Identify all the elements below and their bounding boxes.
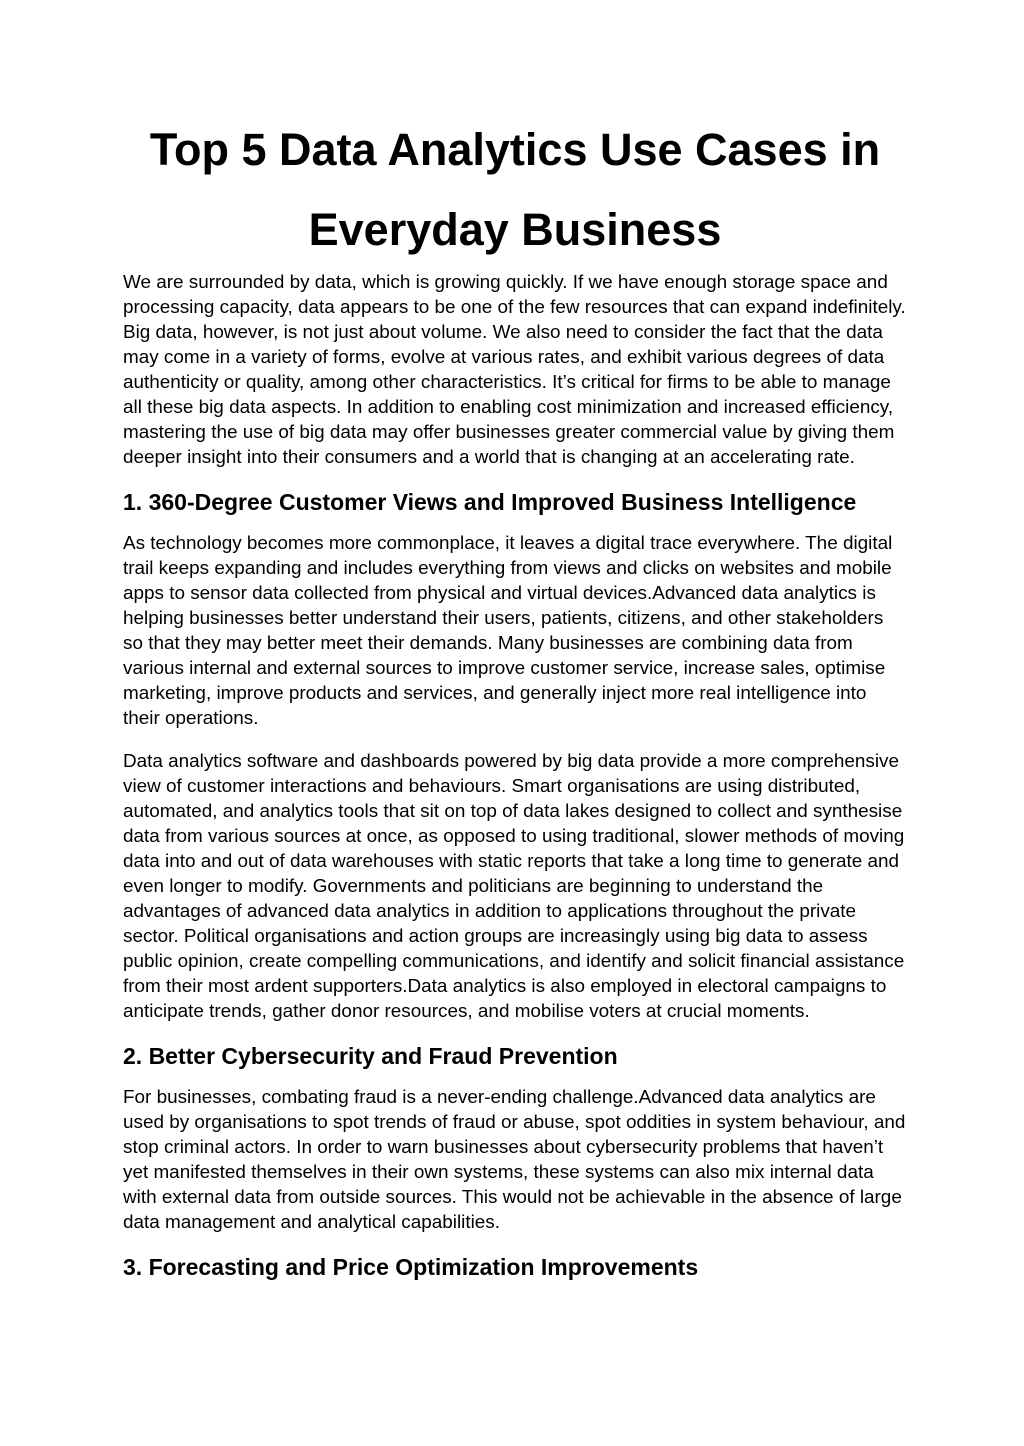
section-customer-views <box>123 488 907 1024</box>
section-2-paragraph-1: For businesses, combating fraud is a never-ending challenge.Advanced data analytics are used by organisations to spot trends of fraud or abuse, spot oddities in system behaviour, and stop criminal actors. In order to warn businesses about cybersecurity problems that haven’t yet manifested themselves in their own systems, these systems can also mix internal data with external data from outside sources. This would not be achievable in the absence of large data management and analytical capabilities. <box>123 1087 906 1233</box>
section-1-paragraph-1: As technology becomes more commonplace, it leaves a digital trace everywhere. The digital trail keeps expanding and includes everything from views and clicks on websites and mobile apps to sensor data collected from physical and virtual devices.Advanced data analytics is helping businesses better understand their users, patients, citizens, and other stakeholders so that they may better meet their demands. Many businesses are combining data from various internal and external sources to improve customer service, increase sales, optimise marketing, improve products and services, and generally inject more real intelligence into their operations. <box>123 533 893 729</box>
intro-paragraph: We are surrounded by data, which is growing quickly. If we have enough storage space and processing capacity, data appears to be one of the few resources that can expand indefinitely. Big data, however, is not just about volume. We also need to consider the fact that the data may come in a variety of forms, evolve at various rates, and exhibit various degrees of data authenticity or quality, among other characteristics. It’s critical for firms to be able to manage all these big data aspects. In addition to enabling cost minimization and increased efficiency, mastering the use of big data may offer businesses greater commercial value by giving them deeper insight into their consumers and a world that is changing at an accelerating rate. <box>123 272 906 468</box>
section-3-heading: 3. Forecasting and Price Optimization Improvements <box>123 1254 699 1280</box>
section-1-paragraph-2: Data analytics software and dashboards powered by big data provide a more comprehensive view of customer interactions and behaviours. Smart organisations are using distributed, automated, and analytics tools that sit on top of data lakes designed to collect and synthesise data from various sources at once, as opposed to using traditional, slower methods of moving data into and out of data warehouses with static reports that take a long time to generate and even longer to modify. Governments and politicians are beginning to understand the advantages of advanced data analytics in addition to applications throughout the private sector. Political organisations and action groups are increasingly using big data to assess public opinion, create compelling communications, and identify and solicit financial assistance from their most ardent supporters.Data analytics is also employed in electoral campaigns to anticipate trends, gather donor resources, and mobilise voters at crucial moments. <box>123 751 905 1022</box>
section-2-heading: 2. Better Cybersecurity and Fraud Prevention <box>123 1043 618 1069</box>
section-1-heading: 1. 360-Degree Customer Views and Improved Business Intelligence <box>123 489 857 515</box>
section-forecasting <box>123 1253 907 1281</box>
document-title: Top 5 Data Analytics Use Cases in Everyday Business <box>149 124 881 255</box>
section-cybersecurity <box>123 1042 907 1235</box>
